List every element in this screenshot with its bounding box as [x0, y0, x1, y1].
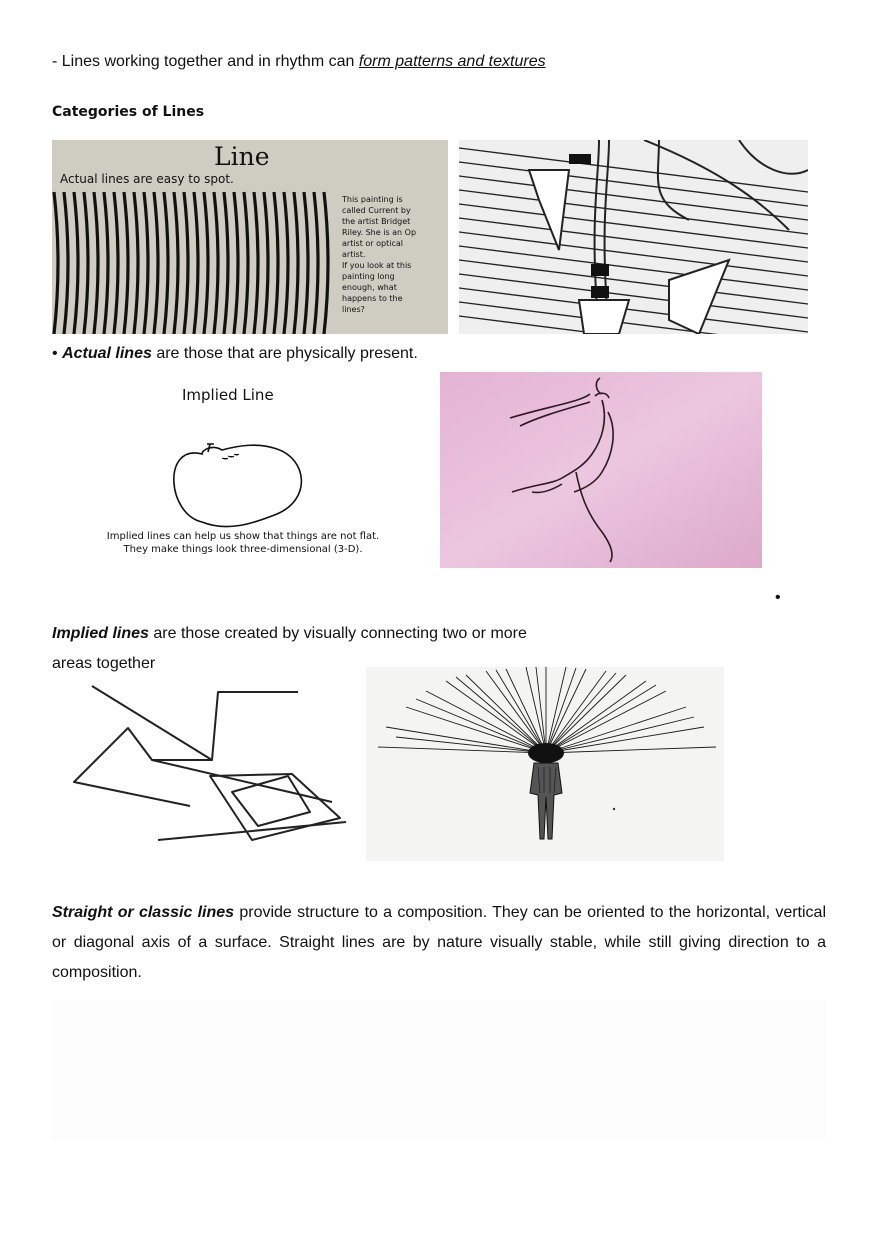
actual-figure-subtitle: Actual lines are easy to spot.	[60, 172, 234, 186]
actual-figure-caption	[342, 194, 446, 315]
implied-lines-line-2: areas together	[52, 655, 156, 672]
caption-line: Implied lines can help us show that things are not flat.	[106, 531, 380, 542]
implied-lines-term: Implied lines	[52, 625, 149, 642]
implied-lines-line-1	[52, 624, 527, 644]
caption-line: painting long	[342, 272, 395, 281]
caption-line: If you look at this	[342, 261, 412, 270]
implied-figure-title: Implied Line	[182, 386, 274, 404]
zigzag-lines-figure	[52, 678, 358, 862]
blank-image-area	[52, 1000, 826, 1140]
caption-line: Riley. She is an Op	[342, 228, 417, 237]
radiating-lines-figure	[366, 667, 724, 861]
caption-line: artist or optical	[342, 239, 403, 248]
feather-lines-figure	[459, 140, 808, 334]
radiating-lines-drawing	[366, 667, 724, 861]
intro-line	[52, 52, 546, 72]
feather-drawing	[459, 140, 808, 334]
caption-line: This painting is	[342, 195, 403, 204]
section-heading: Categories of Lines	[52, 104, 205, 120]
caption-line: the artist Bridget	[342, 217, 411, 226]
caption-line: lines?	[342, 305, 365, 314]
implied-line-figure	[52, 374, 434, 568]
intro-text: - Lines working together and in rhythm can	[52, 53, 359, 70]
implied-figure-caption	[52, 530, 434, 556]
straight-lines-paragraph	[52, 898, 826, 988]
intro-link-text: form patterns and textures	[358, 53, 546, 70]
actual-lines-text: are those that are physically present.	[151, 345, 418, 362]
implied-lines-text-1: are those created by visually connecting two or more	[148, 625, 527, 642]
dancer-figure	[440, 372, 762, 568]
actual-line-figure	[52, 140, 448, 334]
caption-line: enough, what	[342, 283, 397, 292]
actual-figure-title: Line	[214, 142, 270, 171]
bullet-glyph: •	[52, 345, 58, 362]
caption-line: artist.	[342, 250, 366, 259]
straight-lines-term: Straight or classic lines	[52, 904, 235, 921]
caption-line: happens to the	[342, 294, 403, 303]
dancer-drawing	[440, 372, 762, 568]
stray-bullet: •	[775, 589, 781, 606]
caption-line: They make things look three-dimensional (3-D).	[123, 544, 363, 555]
straight-lines-text: provide structure to a composition. They can be oriented to the horizontal, vertical or diagonal axis of a surface. Straight lines are by nature visually stable, while still giving direction to a composition.	[52, 904, 827, 981]
actual-lines-bullet-line	[52, 344, 418, 364]
zigzag-drawing	[52, 678, 358, 862]
caption-line: called Current by	[342, 206, 411, 215]
actual-lines-term: Actual lines	[62, 345, 152, 362]
